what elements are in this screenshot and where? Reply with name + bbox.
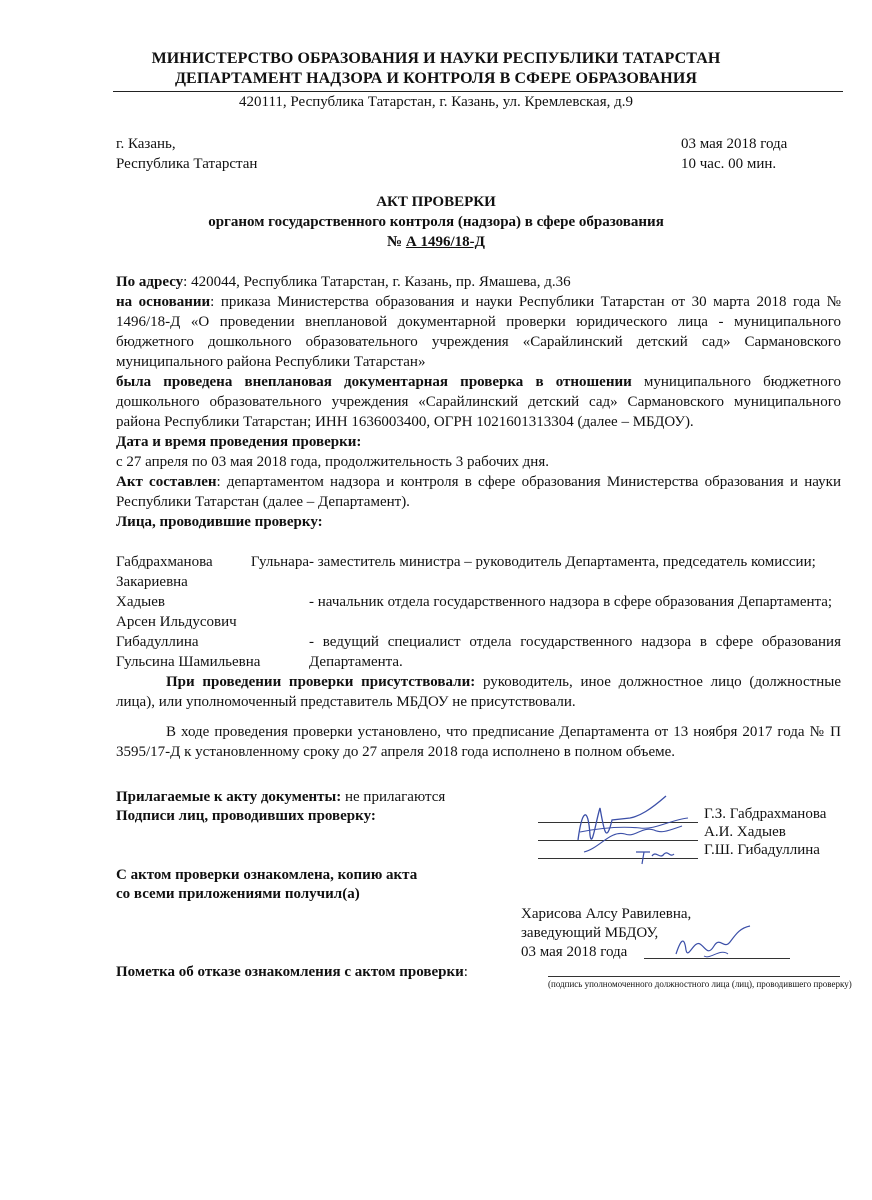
act-subtitle: органом государственного контроля (надзора) в сфере образования [208, 214, 664, 230]
attachments-label: Прилагаемые к акту документы: [116, 789, 342, 805]
dates-label: Дата и время проведения проверки: [116, 434, 362, 450]
attachments-text: не прилагаются [341, 789, 446, 805]
signatory-name: Г.З. Габдрахманова [704, 806, 827, 822]
signatory-name: А.И. Хадыев [704, 824, 786, 840]
refusal-caption: (подпись уполномоченного должностного лица (лиц), проводившего проверку) [548, 979, 852, 989]
inspector-role: - начальник отдела государственного надзора в сфере образования Департамента; [309, 594, 833, 610]
inspector-row [116, 592, 841, 632]
conducted-text: муниципального бюджетного дошкольного образовательного учреждения «Сарайлинский детский сад» Сармановского муниципального района Республики Татарстан; ИНН 1636003400, ОГРН 1021601313304 (далее – МБДОУ). [116, 374, 841, 430]
conducted-label: была проведена внеплановая документарная проверка в отношении [116, 374, 632, 390]
attachments-line [116, 787, 445, 807]
act-date: 03 мая 2018 года [681, 136, 788, 152]
inspector-name: Хадыев Арсен Ильдусович [116, 594, 237, 630]
present-label: При проведении проверки присутствовали: [166, 674, 476, 690]
composed-label: Акт составлен [116, 474, 217, 490]
refusal-colon: : [463, 964, 468, 980]
act-body [116, 272, 841, 532]
refusal-signature-line [548, 976, 840, 977]
acquainted-line1: С актом проверки ознакомлена, копию акта [116, 867, 418, 883]
signatory-name: Г.Ш. Гибадуллина [704, 842, 820, 858]
place-city: г. Казань, [116, 136, 176, 152]
address-text: : 420044, Республика Татарстан, г. Казань, пр. Ямашева, д.36 [183, 274, 571, 290]
act-title: АКТ ПРОВЕРКИ [376, 194, 496, 210]
inspector-role: - ведущий специалист отдела государственного надзора в сфере образования Департамента. [309, 634, 841, 670]
basis-paragraph [116, 292, 841, 372]
place-region: Республика Татарстан [116, 156, 258, 172]
header-divider [113, 91, 843, 92]
act-number-prefix: № [387, 234, 403, 250]
ministry-title: МИНИСТЕРСТВО ОБРАЗОВАНИЯ И НАУКИ РЕСПУБЛИКИ ТАТАРСТАН [151, 50, 721, 67]
department-title: ДЕПАРТАМЕНТ НАДЗОРА И КОНТРОЛЯ В СФЕРЕ ОБРАЗОВАНИЯ [174, 70, 698, 87]
inspectors-table [116, 552, 841, 672]
handwritten-signatures [570, 790, 705, 870]
composed-text: : департаментом надзора и контроля в сфере образования Министерства образования и науки Республики Татарстан (далее – Департамент). [116, 474, 841, 510]
finding-section [116, 722, 841, 762]
basis-label: на основании [116, 294, 211, 310]
inspector-role: - заместитель министра – руководитель Департамента, председатель комиссии; [309, 554, 816, 570]
inspector-row [116, 552, 841, 592]
act-time: 10 час. 00 мин. [681, 156, 777, 172]
composed-paragraph [116, 472, 841, 512]
inspectors-label: Лица, проводившие проверку: [116, 514, 323, 530]
present-text: руководитель, иное должностное лицо (должностные лица), или уполномоченный представитель МБДОУ не присутствовали. [116, 674, 841, 710]
department-address: 420111, Республика Татарстан, г. Казань, ул. Кремлевская, д.9 [239, 94, 633, 110]
acquainted-line2: со всеми приложениями получил(а) [116, 886, 360, 902]
recipient-date: 03 мая 2018 года [521, 944, 628, 960]
inspector-name: Габдрахманова Гульнара Закариевна [116, 554, 309, 590]
recipient-position: заведующий МБДОУ, [521, 925, 659, 941]
recipient-signature [670, 920, 760, 966]
finding-paragraph: В ходе проведения проверки установлено, что предписание Департамента от 13 ноября 2017 года № П 3595/17-Д к установленному сроку до 27 апреля 2018 года исполнено в полном объеме. [116, 724, 841, 760]
refusal-line [116, 962, 468, 982]
basis-text: : приказа Министерства образования и науки Республики Татарстан от 30 марта 2018 года № 1496/18-Д «О проведении внеплановой документарной проверки юридического лица - муниципального бюджетного дошкольного образовательного учреждения «Сарайлинский детский сад» Сармановского муниципального района Республики Татарстан» [116, 294, 841, 370]
inspector-name: Гибадуллина Гульсина Шамильевна [116, 634, 261, 670]
dates-text: с 27 апреля по 03 мая 2018 года, продолжительность 3 рабочих дня. [116, 454, 549, 470]
conducted-paragraph [116, 372, 841, 432]
refusal-label: Пометка об отказе ознакомления с актом проверки [116, 964, 464, 980]
signatures-label: Подписи лиц, проводивших проверку: [116, 808, 376, 824]
act-number [0, 234, 872, 251]
recipient-name: Харисова Алсу Равилевна, [521, 906, 692, 922]
address-paragraph [116, 272, 841, 292]
present-section [116, 672, 841, 712]
address-label: По адресу [116, 274, 184, 290]
inspector-row [116, 632, 841, 672]
act-number-value: А 1496/18-Д [405, 234, 485, 250]
present-paragraph [116, 672, 841, 712]
